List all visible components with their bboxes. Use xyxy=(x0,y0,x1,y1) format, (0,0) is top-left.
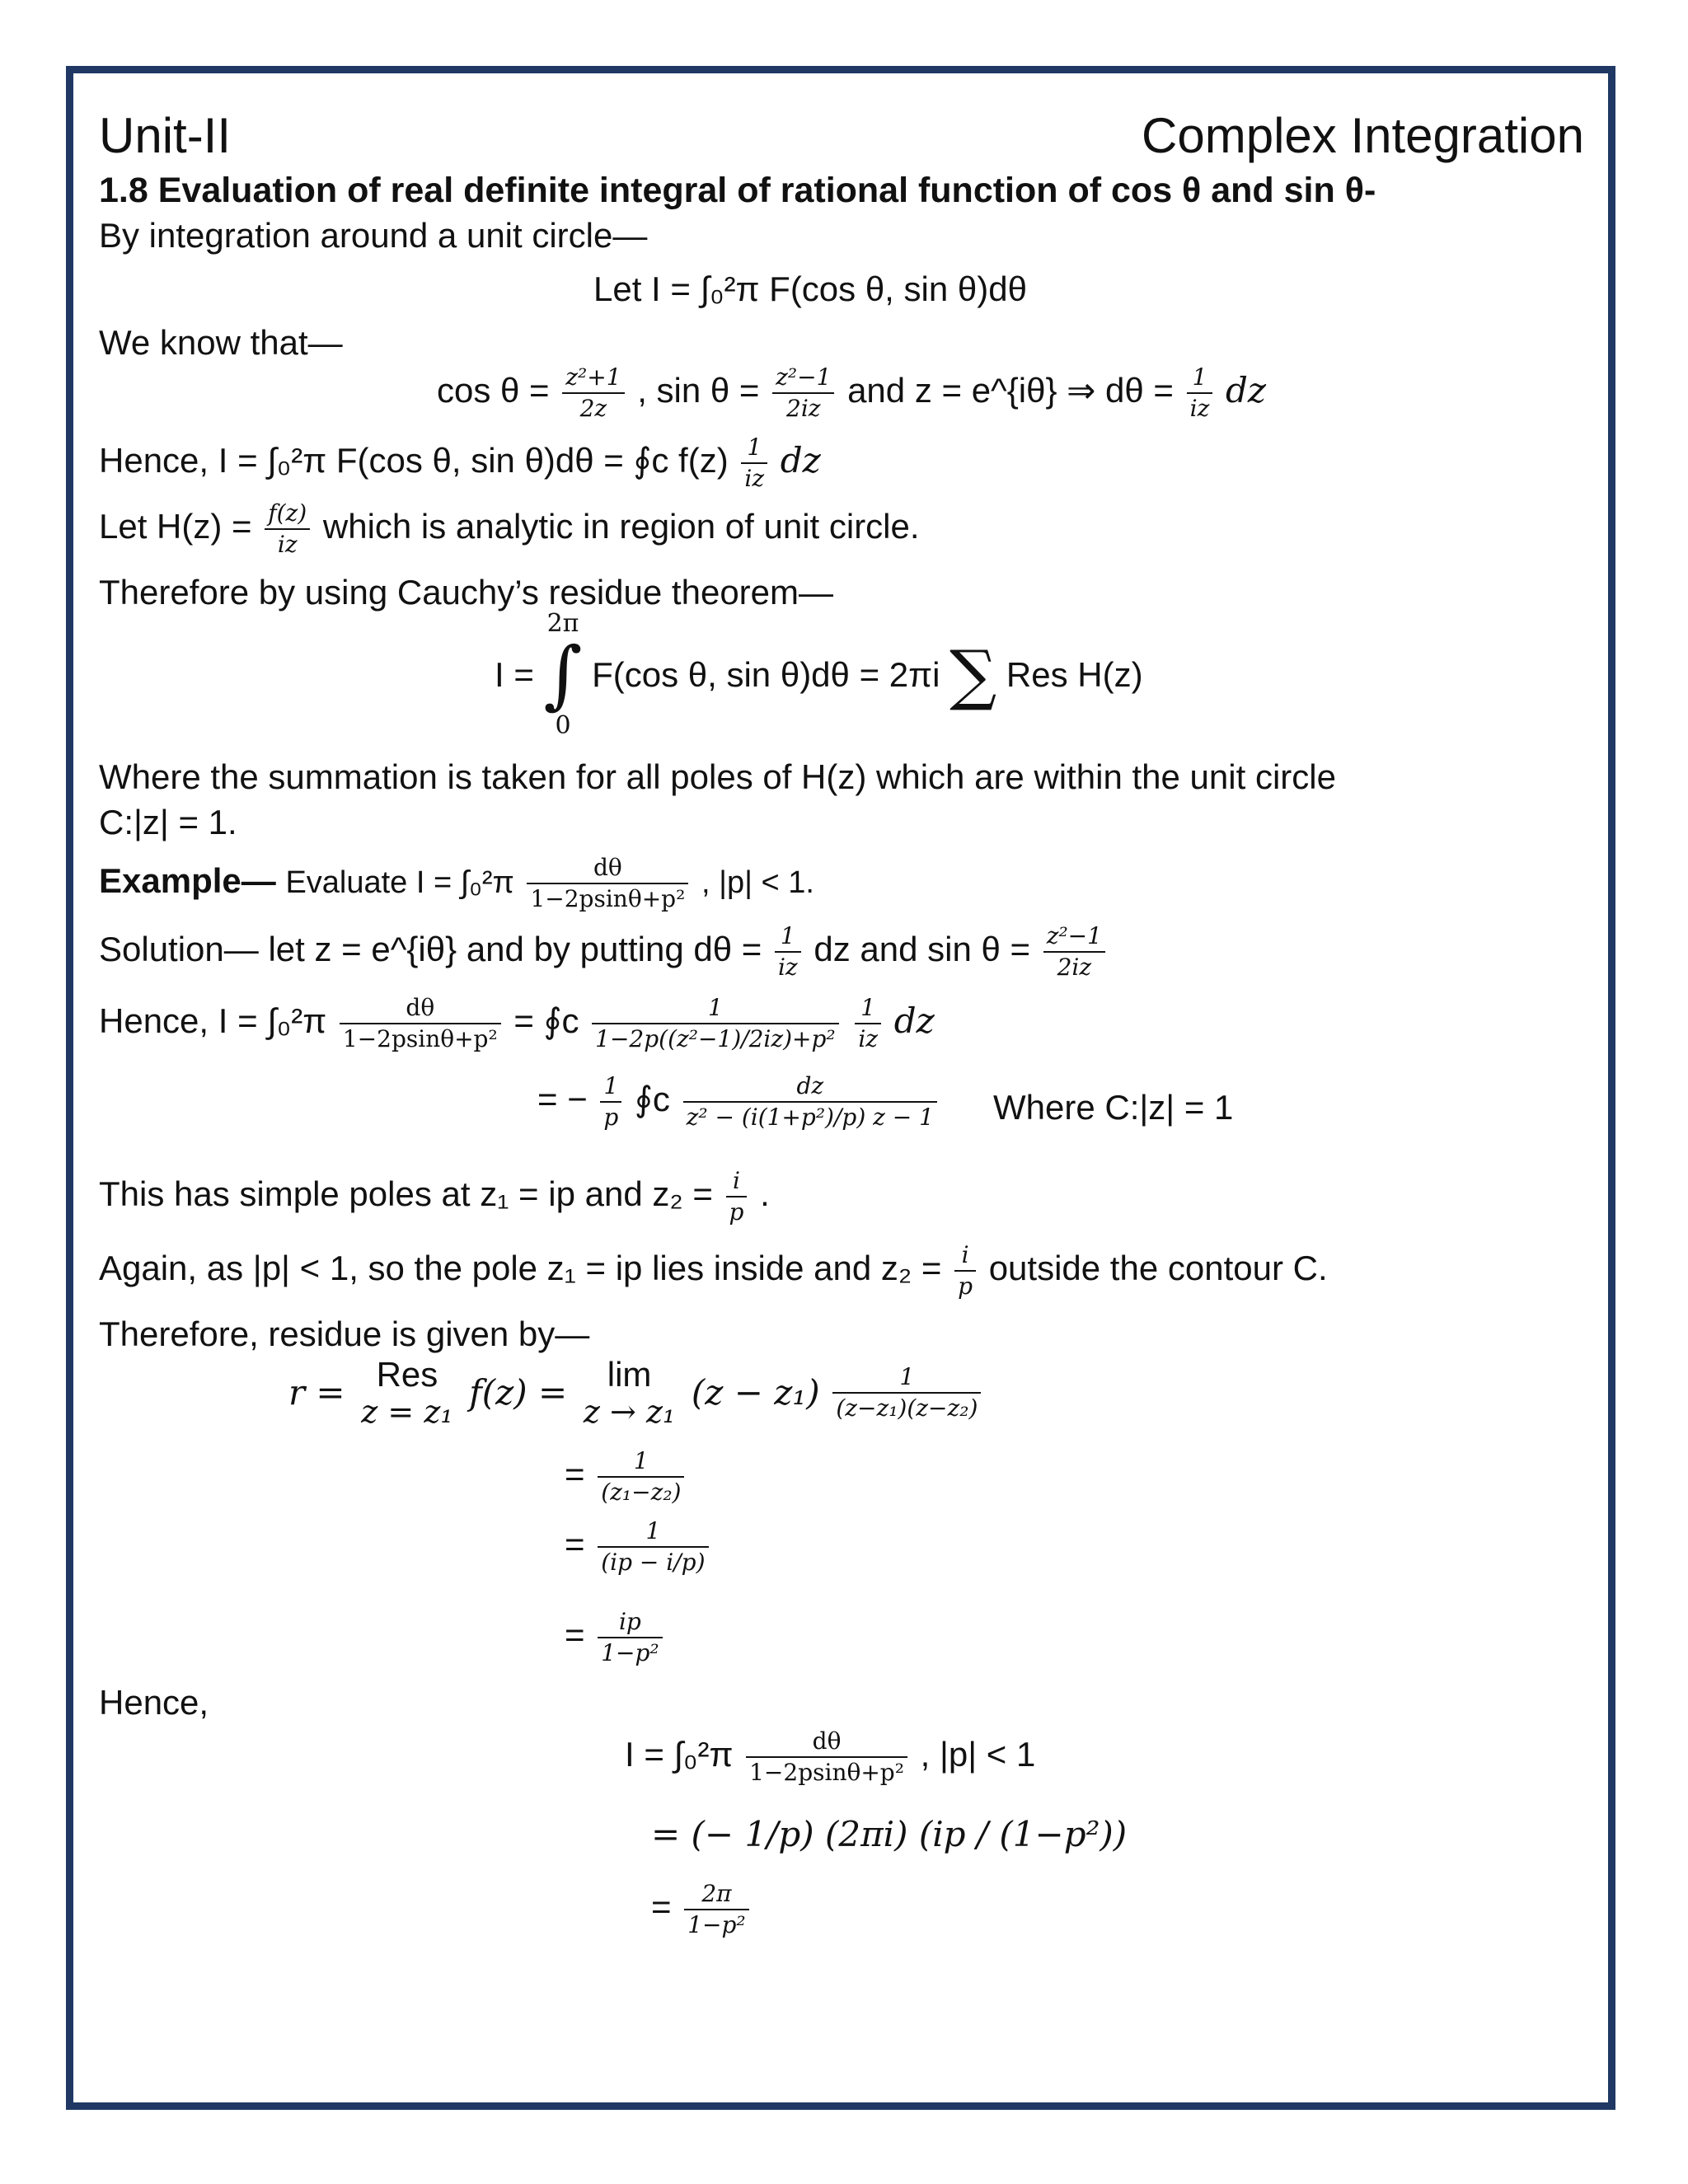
let-i-equation: Let I = ∫₀²π F(cos θ, sin θ)dθ xyxy=(593,269,1027,308)
final-result-fraction: $\frac{2\pi}{\text{1−p²}}$ xyxy=(684,1879,748,1940)
residue-step-2 xyxy=(565,1516,712,1577)
step1-tail: dz xyxy=(893,1001,935,1042)
residue-step-1-fraction: $\frac{1}{\text{(z₁−z₂)}}$ xyxy=(598,1446,684,1507)
residue-step-3-fraction: $\frac{ip}{\text{1−p²}}$ xyxy=(598,1607,662,1668)
hence-label: Hence, xyxy=(99,1683,209,1722)
residue-calculation xyxy=(288,1356,984,1430)
residue-fraction: $\frac{1}{\text{(z−z₁)(z−z₂)}}$ xyxy=(832,1362,981,1423)
final-fraction: $\frac{d\theta}{\text{1−2psinθ+p²}}$ xyxy=(746,1727,907,1788)
residue-intro: Therefore, residue is given by— xyxy=(99,1315,590,1353)
eq-sign: = xyxy=(565,1615,585,1655)
where-line-1: Where the summation is taken for all poles of H(z) which are within the unit circle xyxy=(99,757,1336,796)
final-equation xyxy=(625,1727,1035,1788)
residue-step-1 xyxy=(565,1446,687,1507)
step2-lead: = − xyxy=(537,1080,588,1119)
solution-fraction-1: $\frac{1}{iz}$ xyxy=(775,921,801,982)
let-h-tail: which is analytic in region of unit circle. xyxy=(322,507,920,546)
integral-sign: 2π ∫ 0 xyxy=(543,609,583,740)
hence-fraction: $\frac{1}{iz}$ xyxy=(741,433,767,494)
hence-tail: dz xyxy=(780,440,821,481)
residue-theorem-equation xyxy=(495,610,1143,740)
step2-fraction: $\frac{1}{p}$ xyxy=(600,1071,621,1132)
chapter-title: Complex Integration xyxy=(1142,108,1584,163)
step1-equation xyxy=(99,993,935,1054)
residue-lhs: I = xyxy=(495,655,534,694)
step1-fraction: $\frac{d\theta}{\text{1−2psinθ+p²}}$ xyxy=(340,993,501,1054)
residue-body: F(cos θ, sin θ)dθ = 2πi xyxy=(592,655,940,694)
let-h-fraction: $\frac{f(z)}{iz}$ xyxy=(265,499,310,560)
final-tail: , |p| < 1 xyxy=(920,1735,1036,1774)
sin-lhs: , sin θ = xyxy=(637,371,760,410)
sin-fraction: $\frac{\text{z²−1}}{2iz}$ xyxy=(772,363,834,424)
solution-equation xyxy=(99,921,1109,982)
solution-mid: dz and sin θ = xyxy=(814,930,1031,969)
step1-lead: Hence, I = ∫₀²π xyxy=(99,1001,327,1041)
where-line-2: C:|z| = 1. xyxy=(99,803,237,841)
section-heading: 1.8 Evaluation of real definite integral of rational function of cos θ and sin θ- xyxy=(99,171,1376,210)
and-z-text: and z = e^{iθ} ⇒ dθ = xyxy=(847,371,1174,410)
example-equation xyxy=(99,853,814,914)
step2-fraction-2: $\frac{dz}{\text{z² − (i(1+p²)/p) z − 1}}$ xyxy=(683,1071,937,1132)
cos-fraction: $\frac{\text{z²+1}}{2z}$ xyxy=(562,363,624,424)
step1-fraction-2: $\frac{1}{\text{1−2p((z²−1)/2iz)+p²}}$ xyxy=(592,993,839,1054)
poles-tail: . xyxy=(760,1174,770,1214)
step1-oint: = ∮c xyxy=(513,1001,579,1041)
residue-factor: (z − z₁) xyxy=(691,1372,820,1413)
again-equation xyxy=(99,1240,1328,1301)
step2-where: Where C:|z| = 1 xyxy=(993,1088,1234,1127)
eq-sign: = xyxy=(565,1525,585,1564)
solution-lead: Solution— let z = e^{iθ} and by putting dθ = xyxy=(99,930,762,969)
final-line-3 xyxy=(651,1879,753,1940)
cos-lhs: cos θ = xyxy=(437,371,550,410)
eq-sign: = xyxy=(565,1455,585,1494)
let-h-equation xyxy=(99,499,920,560)
poles-fraction: $\frac{i}{p}$ xyxy=(726,1166,748,1227)
cauchy-text: Therefore by using Cauchy’s residue theorem— xyxy=(99,573,834,612)
example-lead: Evaluate I = ∫₀²π xyxy=(285,865,514,901)
poles-equation xyxy=(99,1166,770,1227)
residue-r: r = xyxy=(288,1372,345,1413)
we-know-text: We know that— xyxy=(99,323,343,362)
residue-rhs: Res H(z) xyxy=(1006,655,1143,694)
sum-symbol: ∑ xyxy=(950,636,997,713)
solution-fraction-2: $\frac{\text{z²−1}}{2iz}$ xyxy=(1043,921,1105,982)
residue-step-2-fraction: $\frac{1}{(ip - i/p)}$ xyxy=(598,1516,708,1577)
again-tail: outside the contour C. xyxy=(988,1249,1328,1288)
again-lead: Again, as |p| < 1, so the pole z₁ = ip lies inside and z₂ = xyxy=(99,1249,942,1288)
final-eq: = xyxy=(651,1887,672,1927)
dtheta-fraction: $\frac{1}{iz}$ xyxy=(1187,363,1213,424)
identities-equation xyxy=(437,363,1266,424)
step2-oint: ∮c xyxy=(635,1080,670,1119)
final-lead: I = ∫₀²π xyxy=(625,1735,734,1774)
res-operator: Res z = z₁ xyxy=(361,1355,453,1430)
residue-f: f(z) = xyxy=(469,1372,568,1413)
final-line-2: = (− 1/p) (2πi) (ip / (1−p²)) xyxy=(651,1814,1128,1854)
residue-step-3 xyxy=(565,1607,666,1668)
example-fraction: $\frac{d\theta}{\text{1−2psinθ+p²}}$ xyxy=(527,853,688,914)
step2-equation xyxy=(537,1071,940,1132)
unit-label: Unit-II xyxy=(99,108,232,163)
hence-equation xyxy=(99,433,821,494)
example-label: Example— xyxy=(99,861,276,901)
lim-operator: lim z → z₁ xyxy=(583,1355,676,1430)
poles-lead: This has simple poles at z₁ = ip and z₂ = xyxy=(99,1174,713,1214)
example-tail: , |p| < 1. xyxy=(701,865,814,901)
step1-fraction-3: $\frac{1}{iz}$ xyxy=(855,993,881,1054)
intro-text: By integration around a unit circle— xyxy=(99,216,648,255)
again-fraction: $\frac{i}{p}$ xyxy=(954,1240,976,1301)
let-h-lead: Let H(z) = xyxy=(99,507,252,546)
hence-lead: Hence, I = ∫₀²π F(cos θ, sin θ)dθ = ∮c f(z) xyxy=(99,441,729,480)
dz-text: dz xyxy=(1226,370,1267,411)
